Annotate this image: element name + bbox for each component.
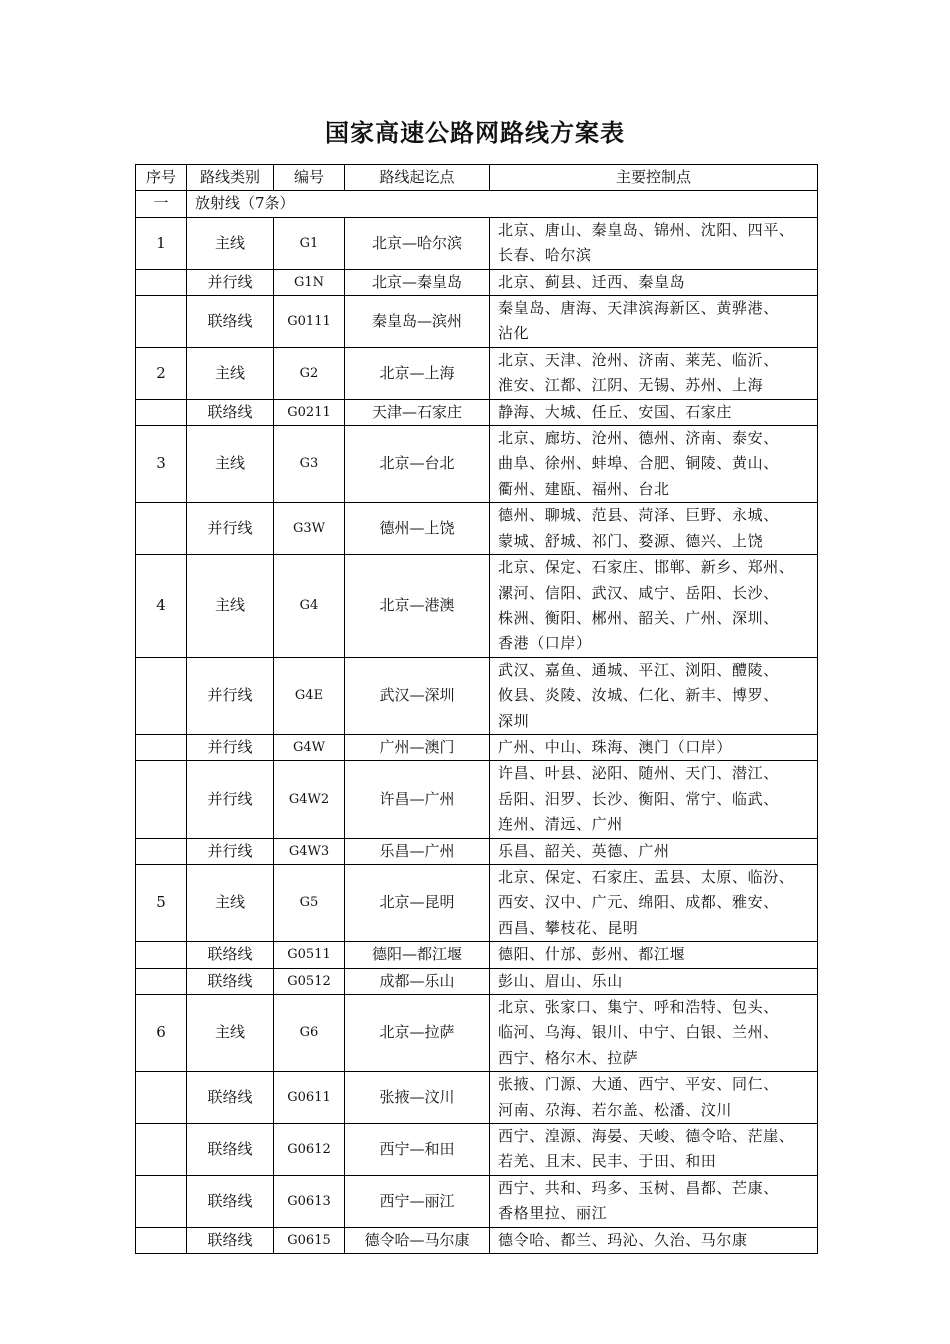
points-line: 岳阳、汨罗、长沙、衡阳、常宁、临武、 xyxy=(498,789,779,808)
header-route: 路线起讫点 xyxy=(345,165,490,191)
cell-points xyxy=(490,838,818,864)
section-no: 一 xyxy=(136,191,187,217)
cell-code: G0615 xyxy=(274,1227,345,1253)
points-line: 武汉、嘉鱼、通城、平江、浏阳、醴陵、 xyxy=(498,660,779,679)
cell-no: 2 xyxy=(136,347,187,399)
cell-points xyxy=(490,399,818,425)
cell-code: G4W3 xyxy=(274,838,345,864)
points-line: 攸县、炎陵、汝城、仁化、新丰、博罗、 xyxy=(498,686,779,705)
cell-route: 许昌—广州 xyxy=(345,761,490,838)
cell-no: 1 xyxy=(136,217,187,269)
table-row xyxy=(136,1072,818,1124)
cell-no xyxy=(136,269,187,295)
section-row xyxy=(136,191,818,217)
cell-type: 并行线 xyxy=(187,761,274,838)
points-line: 北京、廊坊、沧州、德州、济南、泰安、 xyxy=(498,429,779,448)
cell-points xyxy=(490,968,818,994)
cell-type: 联络线 xyxy=(187,968,274,994)
cell-route: 北京—台北 xyxy=(345,426,490,503)
cell-type: 主线 xyxy=(187,426,274,503)
points-line: 曲阜、徐州、蚌埠、合肥、铜陵、黄山、 xyxy=(498,454,779,473)
cell-type: 主线 xyxy=(187,864,274,941)
cell-code: G2 xyxy=(274,347,345,399)
points-line: 漯河、信阳、武汉、咸宁、岳阳、长沙、 xyxy=(498,583,779,602)
cell-route: 德州—上饶 xyxy=(345,503,490,555)
cell-type: 联络线 xyxy=(187,942,274,968)
points-line: 香港（口岸） xyxy=(498,634,592,653)
cell-points xyxy=(490,734,818,760)
points-line: 连州、清远、广州 xyxy=(498,815,623,834)
cell-type: 并行线 xyxy=(187,657,274,734)
cell-points xyxy=(490,1227,818,1253)
cell-type: 联络线 xyxy=(187,296,274,348)
cell-code: G0111 xyxy=(274,296,345,348)
table-row xyxy=(136,1227,818,1253)
points-line: 北京、保定、石家庄、盂县、太原、临汾、 xyxy=(498,867,795,886)
cell-type: 主线 xyxy=(187,995,274,1072)
cell-type: 主线 xyxy=(187,555,274,658)
points-line: 蒙城、舒城、祁门、婺源、德兴、上饶 xyxy=(498,531,764,550)
points-line: 许昌、叶县、泌阳、随州、天门、潜江、 xyxy=(498,764,779,783)
cell-points xyxy=(490,217,818,269)
table-body xyxy=(136,191,818,1254)
cell-route: 北京—秦皇岛 xyxy=(345,269,490,295)
cell-type: 联络线 xyxy=(187,1175,274,1227)
cell-route: 德令哈—马尔康 xyxy=(345,1227,490,1253)
points-line: 河南、尕海、若尔盖、松潘、汶川 xyxy=(498,1100,733,1119)
points-line: 若羌、且末、民丰、于田、和田 xyxy=(498,1152,717,1171)
points-line: 淮安、江都、江阴、无锡、苏州、上海 xyxy=(498,376,764,395)
cell-points xyxy=(490,347,818,399)
cell-no xyxy=(136,296,187,348)
cell-code: G4E xyxy=(274,657,345,734)
cell-no xyxy=(136,1175,187,1227)
points-line: 德令哈、都兰、玛沁、久治、马尔康 xyxy=(498,1230,748,1249)
cell-points xyxy=(490,555,818,658)
cell-points xyxy=(490,1124,818,1176)
cell-route: 西宁—和田 xyxy=(345,1124,490,1176)
section-label: 放射线（7条） xyxy=(187,191,818,217)
points-line: 临河、乌海、银川、中宁、白银、兰州、 xyxy=(498,1023,779,1042)
cell-route: 成都—乐山 xyxy=(345,968,490,994)
points-line: 广州、中山、珠海、澳门（口岸） xyxy=(498,737,733,756)
table-row xyxy=(136,555,818,658)
cell-no xyxy=(136,1072,187,1124)
points-line: 长春、哈尔滨 xyxy=(498,246,592,265)
cell-no xyxy=(136,734,187,760)
cell-no: 3 xyxy=(136,426,187,503)
cell-code: G6 xyxy=(274,995,345,1072)
cell-no xyxy=(136,503,187,555)
cell-route: 天津—石家庄 xyxy=(345,399,490,425)
cell-no xyxy=(136,1124,187,1176)
cell-type: 并行线 xyxy=(187,269,274,295)
table-row xyxy=(136,1124,818,1176)
cell-type: 联络线 xyxy=(187,1124,274,1176)
table-row xyxy=(136,838,818,864)
table-row xyxy=(136,269,818,295)
cell-route: 秦皇岛—滨州 xyxy=(345,296,490,348)
cell-code: G0613 xyxy=(274,1175,345,1227)
table-row xyxy=(136,347,818,399)
cell-route: 西宁—丽江 xyxy=(345,1175,490,1227)
cell-no xyxy=(136,1227,187,1253)
cell-route: 张掖—汶川 xyxy=(345,1072,490,1124)
points-line: 西昌、攀枝花、昆明 xyxy=(498,918,639,937)
table-row xyxy=(136,426,818,503)
cell-no xyxy=(136,942,187,968)
cell-type: 并行线 xyxy=(187,503,274,555)
cell-route: 德阳—都江堰 xyxy=(345,942,490,968)
points-line: 彭山、眉山、乐山 xyxy=(498,971,623,990)
cell-route: 武汉—深圳 xyxy=(345,657,490,734)
cell-points xyxy=(490,942,818,968)
cell-code: G5 xyxy=(274,864,345,941)
points-line: 德州、聊城、范县、菏泽、巨野、永城、 xyxy=(498,506,779,525)
points-line: 北京、保定、石家庄、邯郸、新乡、郑州、 xyxy=(498,558,795,577)
cell-code: G0211 xyxy=(274,399,345,425)
table-row xyxy=(136,761,818,838)
points-line: 北京、唐山、秦皇岛、锦州、沈阳、四平、 xyxy=(498,220,795,239)
cell-route: 北京—港澳 xyxy=(345,555,490,658)
cell-no xyxy=(136,657,187,734)
cell-route: 乐昌—广州 xyxy=(345,838,490,864)
table-row xyxy=(136,657,818,734)
cell-points xyxy=(490,1072,818,1124)
cell-code: G0512 xyxy=(274,968,345,994)
header-code: 编号 xyxy=(274,165,345,191)
cell-route: 北京—昆明 xyxy=(345,864,490,941)
cell-type: 主线 xyxy=(187,347,274,399)
cell-points xyxy=(490,269,818,295)
table-row xyxy=(136,399,818,425)
cell-no xyxy=(136,399,187,425)
cell-no xyxy=(136,968,187,994)
cell-code: G4 xyxy=(274,555,345,658)
cell-points xyxy=(490,1175,818,1227)
points-line: 香格里拉、丽江 xyxy=(498,1204,608,1223)
table-row xyxy=(136,995,818,1072)
table-row xyxy=(136,1175,818,1227)
route-table xyxy=(135,164,818,1254)
table-header-row xyxy=(136,165,818,191)
cell-code: G4W2 xyxy=(274,761,345,838)
cell-type: 并行线 xyxy=(187,734,274,760)
cell-type: 并行线 xyxy=(187,838,274,864)
page-title: 国家高速公路网路线方案表 xyxy=(325,118,625,147)
cell-code: G0511 xyxy=(274,942,345,968)
cell-no: 5 xyxy=(136,864,187,941)
table-row xyxy=(136,734,818,760)
cell-code: G0612 xyxy=(274,1124,345,1176)
cell-route: 北京—上海 xyxy=(345,347,490,399)
cell-points xyxy=(490,761,818,838)
table-row xyxy=(136,942,818,968)
cell-route: 北京—拉萨 xyxy=(345,995,490,1072)
cell-route: 广州—澳门 xyxy=(345,734,490,760)
table-row xyxy=(136,864,818,941)
cell-points xyxy=(490,503,818,555)
header-no: 序号 xyxy=(136,165,187,191)
points-line: 秦皇岛、唐海、天津滨海新区、黄骅港、 xyxy=(498,299,779,318)
points-line: 德阳、什邡、彭州、都江堰 xyxy=(498,945,686,964)
header-type: 路线类别 xyxy=(187,165,274,191)
header-points: 主要控制点 xyxy=(490,165,818,191)
table-row xyxy=(136,296,818,348)
points-line: 株洲、衡阳、郴州、韶关、广州、深圳、 xyxy=(498,608,779,627)
points-line: 乐昌、韶关、英德、广州 xyxy=(498,841,670,860)
cell-points xyxy=(490,296,818,348)
cell-type: 联络线 xyxy=(187,399,274,425)
cell-points xyxy=(490,657,818,734)
points-line: 张掖、门源、大通、西宁、平安、同仁、 xyxy=(498,1075,779,1094)
cell-no: 6 xyxy=(136,995,187,1072)
cell-code: G3 xyxy=(274,426,345,503)
points-line: 西宁、湟源、海晏、天峻、德令哈、茫崖、 xyxy=(498,1127,795,1146)
cell-code: G3W xyxy=(274,503,345,555)
points-line: 西宁、共和、玛多、玉树、昌都、芒康、 xyxy=(498,1178,779,1197)
cell-no xyxy=(136,761,187,838)
table-row xyxy=(136,217,818,269)
cell-type: 联络线 xyxy=(187,1072,274,1124)
points-line: 北京、天津、沧州、济南、莱芜、临沂、 xyxy=(498,350,779,369)
cell-points xyxy=(490,864,818,941)
cell-route: 北京—哈尔滨 xyxy=(345,217,490,269)
cell-points xyxy=(490,426,818,503)
cell-code: G4W xyxy=(274,734,345,760)
cell-type: 联络线 xyxy=(187,1227,274,1253)
points-line: 深圳 xyxy=(498,711,530,730)
cell-type: 主线 xyxy=(187,217,274,269)
points-line: 西宁、格尔木、拉萨 xyxy=(498,1048,639,1067)
points-line: 衢州、建瓯、福州、台北 xyxy=(498,479,670,498)
cell-code: G1N xyxy=(274,269,345,295)
points-line: 沾化 xyxy=(498,324,530,343)
table-row xyxy=(136,968,818,994)
cell-code: G1 xyxy=(274,217,345,269)
points-line: 北京、张家口、集宁、呼和浩特、包头、 xyxy=(498,998,779,1016)
points-line: 静海、大城、任丘、安国、石家庄 xyxy=(498,402,733,421)
cell-no xyxy=(136,838,187,864)
cell-code: G0611 xyxy=(274,1072,345,1124)
cell-no: 4 xyxy=(136,555,187,658)
points-line: 西安、汉中、广元、绵阳、成都、雅安、 xyxy=(498,893,779,912)
cell-points xyxy=(490,995,818,1072)
table-row xyxy=(136,503,818,555)
points-line: 北京、蓟县、迁西、秦皇岛 xyxy=(498,272,686,291)
